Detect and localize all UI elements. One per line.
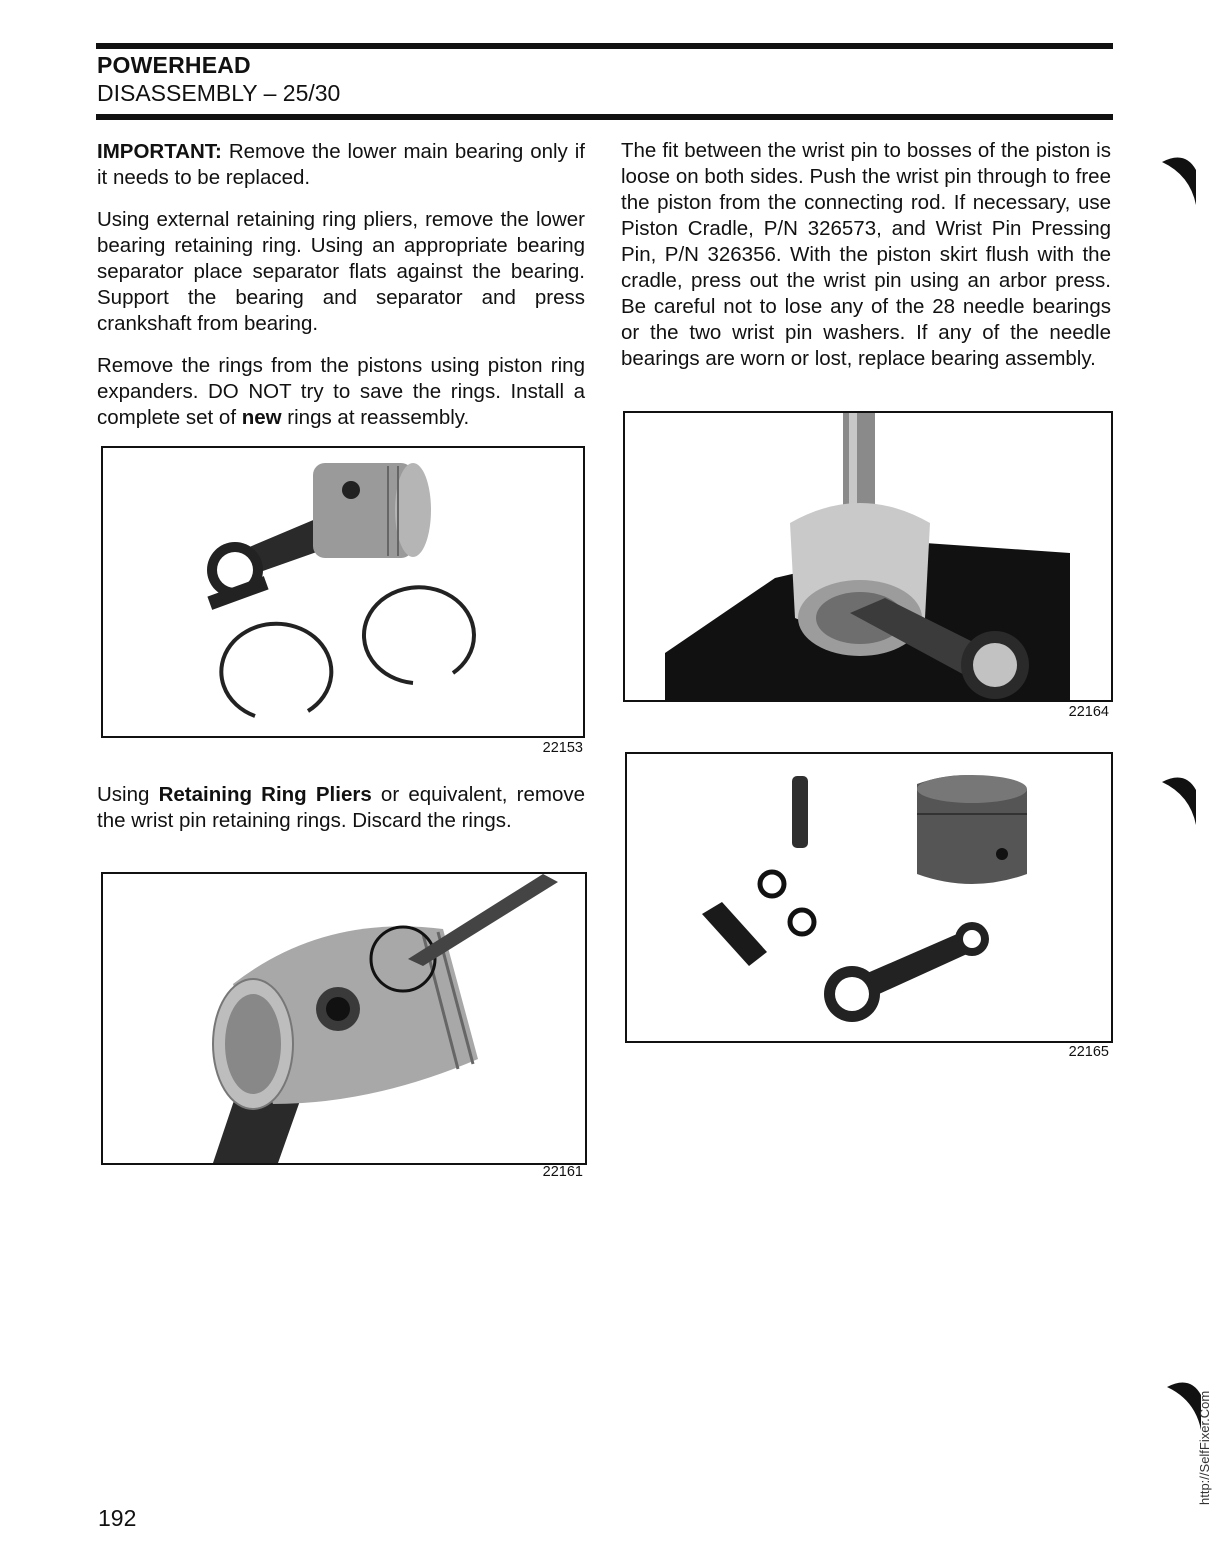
- right-column-text: [621, 138, 1111, 388]
- bearing-paragraph: Using external retaining ring pliers, remove the lower bearing retaining ring. Using an appropriate bearing separator place separator flats against the bearing. Support the bearing and separator and press crankshaft from bearing.: [97, 208, 585, 335]
- disassembled-parts-illustration: [627, 754, 1111, 1041]
- figure-number-22161: 22161: [542, 1164, 583, 1180]
- left-column-text: [97, 139, 585, 447]
- figure-disassembled-parts: [625, 752, 1113, 1043]
- subsection-title: DISASSEMBLY – 25/30: [97, 80, 341, 106]
- figure-piston-rings: [101, 446, 585, 738]
- wrist-pin-press-illustration: [625, 413, 1111, 700]
- header-rule-top: [96, 43, 1113, 49]
- binder-tab-mark: [1160, 770, 1200, 835]
- page-number: 192: [98, 1505, 137, 1531]
- important-note: IMPORTANT: Remove the lower main bearing only if it needs to be replaced.: [97, 140, 585, 189]
- figure-number-22165: 22165: [1068, 1044, 1109, 1060]
- binder-tab-mark: [1160, 150, 1200, 215]
- site-watermark: http://SelfFixer.Com: [1197, 1390, 1212, 1505]
- figure-retaining-ring-removal: [101, 872, 587, 1165]
- header-rule-bottom: [96, 114, 1113, 120]
- important-label: IMPORTANT:: [97, 140, 222, 163]
- figure-wrist-pin-press: [623, 411, 1113, 702]
- figure-number-22164: 22164: [1068, 704, 1109, 720]
- piston-rings-illustration: [103, 448, 583, 736]
- pliers-paragraph: Using Retaining Ring Pliers or equivalent, remove the wrist pin retaining rings. Discard the rings.: [97, 783, 586, 832]
- section-title: POWERHEAD: [97, 52, 251, 78]
- rings-paragraph: Remove the rings from the pistons using piston ring expanders. DO NOT try to save the rings. Install a complete set of new rings at reassembly.: [97, 354, 585, 429]
- retaining-ring-illustration: [103, 874, 585, 1163]
- wrist-pin-paragraph: The fit between the wrist pin to bosses of the piston is loose on both sides. Push the wrist pin through to free the piston from the connecting rod. If necessary, use Piston Cradle, P/N 326573, and Wrist Pin Pressing Pin, P/N 326356. With the piston skirt flush with the cradle, press out the wrist pin using an arbor press. Be careful not to lose any of the 28 needle bearings or the two wrist pin washers. If any of the needle bearings are worn or lost, replace bearing assembly.: [621, 139, 1111, 370]
- figure-number-22153: 22153: [542, 740, 583, 756]
